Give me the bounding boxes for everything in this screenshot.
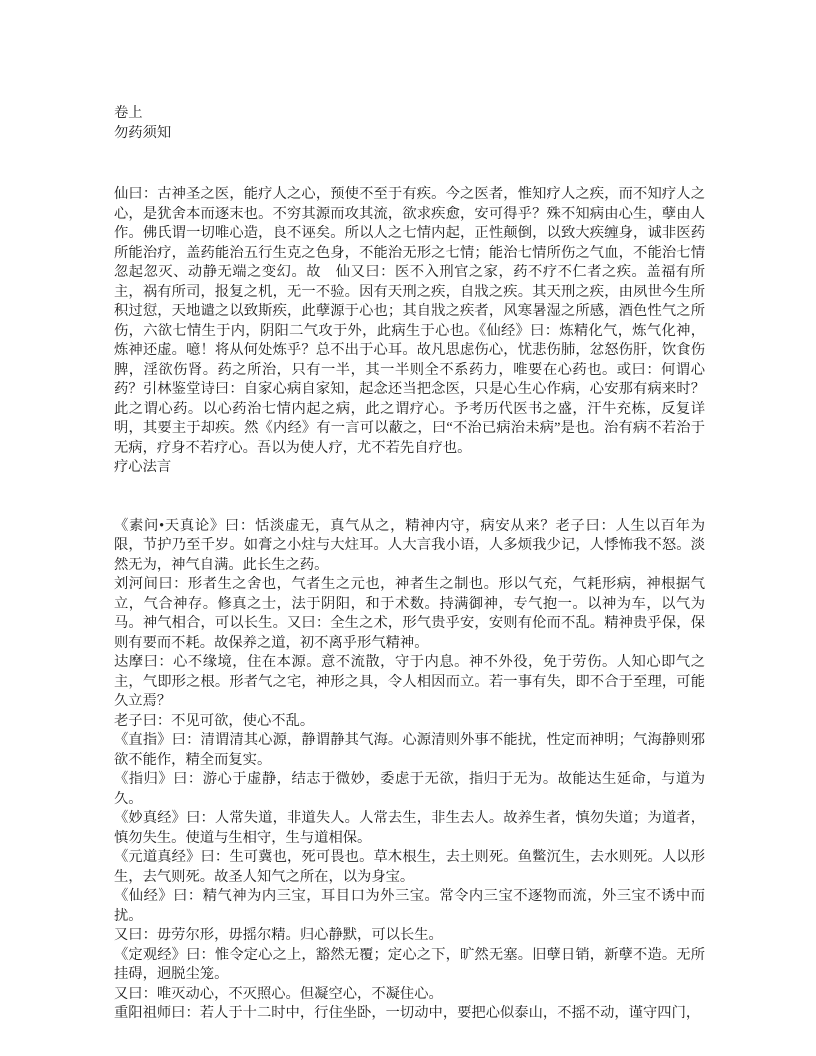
volume-label: 卷上 — [114, 105, 143, 121]
chapter-title: 勿药须知 — [114, 124, 172, 141]
paragraph-dingguanjing: 《定观经》曰：惟令定心之上，豁然无覆；定心之下，旷然无塞。旧孽日销，新孽不造。无所挂碍，迥脱尘笼。 — [114, 946, 705, 982]
paragraph-laozi: 老子曰：不见可欲，使心不乱。 — [114, 712, 315, 729]
spacer — [114, 478, 705, 517]
section-title: 疗心法言 — [114, 459, 172, 475]
paragraph-youyue-1: 又曰：毋劳尔形，毋摇尔精。归心静默，可以长生。 — [114, 927, 443, 943]
spacer — [114, 143, 705, 185]
paragraph-liuhejian: 刘河间曰：形者生之舍也，气者生之元也，神者生之制也。形以气充，气耗形病，神根据气立，气合神存。修真之士，法于阴阳，和于术数。持满御神，专气抱一。以神为车，以气为马。神气相合，可以长生。又曰：全生之术，形气贵乎安，安则有伦而不乱。精神贵乎保，保则有要而不耗。故保养之道，初不离乎形气精神。 — [114, 576, 705, 651]
paragraph-zhigui: 《指归》曰：游心于虚静，结志于微妙，委虑于无欲，指归于无为。故能达生延命，与道为久。 — [114, 771, 705, 807]
paragraph-zhizhi: 《直指》曰：清谓清其心源，静谓静其气海。心源清则外事不能扰，性定而神明；气海静则邪欲不能作，精全而复实。 — [114, 732, 705, 768]
document-page — [114, 104, 705, 1024]
paragraph-damo: 达摩曰：心不缘境，住在本源。意不流散，守于内息。神不外役，免于劳伤。人知心即气之主，气即形之根。形者气之宅，神形之具，令人相因而立。若一事有失，即不合于至理，可能久立焉？ — [114, 654, 705, 709]
intro-paragraph: 仙曰：古神圣之医，能疗人之心，预使不至于有疾。今之医者，惟知疗人之疾，而不知疗人之心，是犹舍本而逐末也。不穷其源而攻其流，欲求疾愈，安可得乎？殊不知病由心生，孽由人作。佛氏谓一切唯心造，良不诬矣。所以人之七情内起，正性颠倒，以致大疾缠身，诚非医药所能治疗，盖药能治五行生克之色身，不能治无形之七情；能治七情所伤之气血，不能治七情忽起忽灭、动静无端之变幻。故 仙又曰：医不入刑官之家，药不疗不仁者之疾。盖福有所主，祸有所司，报复之机，无一不验。因有天刑之疾，自戕之疾。其天刑之疾，由夙世今生所积过愆，天地谴之以致斯疾，此孽源于心也；其自戕之疾者，风寒暑湿之所感，酒色性气之所伤，六欲七情生于内，阴阳二气攻于外，此病生于心也。《仙经》曰：炼精化气，炼气化神，炼神还虚。噫！将从何处炼乎？总不出于心耳。故凡思虑伤心，忧悲伤肺，忿怒伤肝，饮食伤脾，淫欲伤肾。药之所治，只有一半，其一半则全不系药力，唯要在心药也。或曰：何谓心药？引林鉴堂诗曰：自家心病自家知，起念还当把念医，只是心生心作病，心安那有病来时？此之谓心药。以心药治七情内起之病，此之谓疗心。予考历代医书之盛，汗牛充栋，反复详明，其要主于却疾。然《内经》有一言可以蔽之，曰“不治已病治未病”是也。治有病不若治于无病，疗身不若疗心。吾以为使人疗，尤不若先自疗也。 — [114, 186, 705, 456]
paragraph-miaozhenjing: 《妙真经》曰：人常失道，非道失人。人常去生，非生去人。故养生者，慎勿失道；为道者，慎勿失生。使道与生相守，生与道相保。 — [114, 810, 705, 846]
paragraph-suwen: 《素问•天真论》曰：恬淡虚无，真气从之，精神内守，病安从来？老子曰：人生以百年为限，节护乃至千岁。如膏之小炷与大炷耳。人大言我小语，人多烦我少记，人悸怖我不怒。淡然无为，神气自满。此长生之药。 — [114, 517, 705, 573]
paragraph-xianjing: 《仙经》曰：精气神为内三宝，耳目口为外三宝。常令内三宝不逐物而流，外三宝不诱中而扰。 — [114, 888, 705, 924]
paragraph-youyue-2: 又曰：唯灭动心，不灭照心。但凝空心，不凝住心。 — [114, 985, 443, 1002]
paragraph-chongyangzushi: 重阳祖师曰：若人于十二时中，行住坐卧，一切动中，要把心似泰山，不摇不动，谨守四门， — [114, 1005, 701, 1021]
paragraph-yuandaozhenjing: 《元道真经》曰：生可冀也，死可畏也。草木根生，去土则死。鱼鳖沉生，去水则死。人以形生，去气则死。故圣人知气之所在，以为身宝。 — [114, 849, 705, 885]
